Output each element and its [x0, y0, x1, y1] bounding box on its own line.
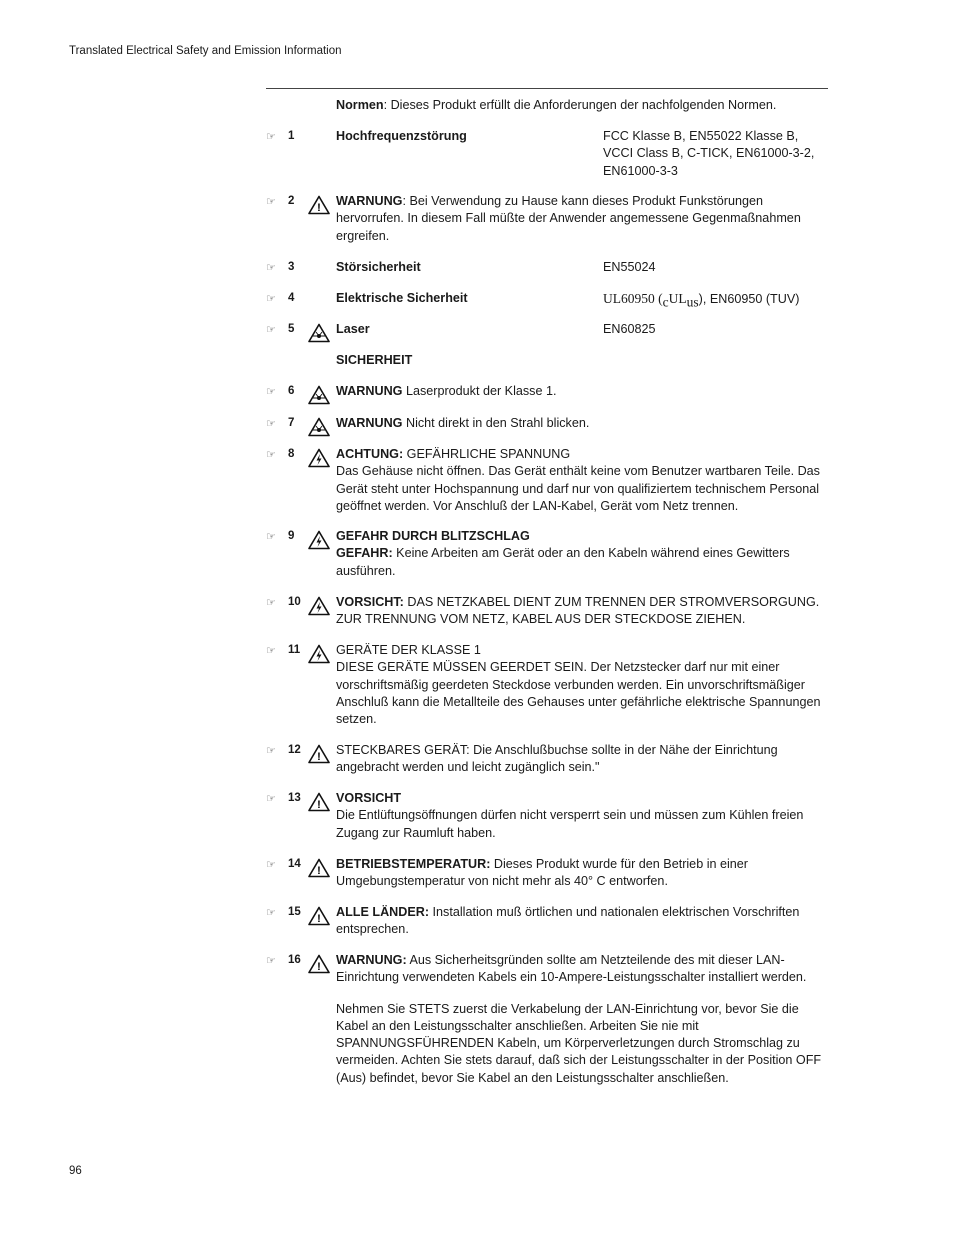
item-label: GEFAHR DURCH BLITZSCHLAG [336, 529, 530, 543]
item-label: ACHTUNG: [336, 447, 404, 461]
item-body: Keine Arbeiten am Gerät oder an den Kabeln während eines Gewitters ausführen. [336, 546, 790, 578]
warning-icon [308, 792, 330, 812]
pointing-hand-icon: ☞ [266, 907, 276, 919]
item-label: WARNUNG [336, 194, 403, 208]
warning-icon [308, 858, 330, 878]
item-text: Dieses Produkt wurde für den Betrieb in einer Umgebungstemperatur von nicht mehr als 40° C entworfen. [336, 857, 748, 889]
running-header: Translated Electrical Safety and Emission Information [69, 45, 342, 57]
item-text: : Bei Verwendung zu Hause kann dieses Produkt Funkstörungen hervorrufen. In diesem Fall müßte der Anwender angemessene Gegenmaßnahmen ergreifen. [336, 194, 801, 243]
item-label: Störsicherheit [336, 260, 421, 274]
item-number: 5 [288, 323, 295, 335]
pointing-hand-icon: ☞ [266, 597, 276, 609]
item-body: Das Gehäuse nicht öffnen. Das Gerät enthält keine vom Benutzer wartbaren Teile. Das Gerät steht unter Hochspannung und darf nur von qualifiziertem technischem Personal geöffnet werden. Vor Anschluß der LAN-Kabel, Gerät vom Netz trennen. [336, 464, 820, 513]
svg-text:!: ! [317, 913, 321, 925]
pointing-hand-icon: ☞ [266, 386, 276, 398]
svg-text:!: ! [317, 865, 321, 877]
item-number: 2 [288, 195, 295, 207]
item-body: DIESE GERÄTE MÜSSEN GEERDET SEIN. Der Netzstecker darf nur mit einer vorschriftsmäßig geerdeten Steckdose verbunden werden. Ein unvorschriftsmäßiger Anschluß kann die Metallteile des Gehauses unter gefährliche elektrische Spannungen setzen. [336, 660, 821, 727]
item-number: 1 [288, 130, 295, 142]
high-voltage-icon [308, 530, 330, 550]
page-number: 96 [69, 1165, 82, 1177]
warning-icon [308, 906, 330, 926]
item-label: ALLE LÄNDER: [336, 905, 430, 919]
item-text: Aus Sicherheitsgründen sollte am Netzteilende des mit dieser LAN-Einrichtung verwendeten Kabels ein 10-Ampere-Leistungsschalter installiert werden. [336, 953, 807, 985]
item-label: WARNUNG [336, 384, 403, 398]
item-label: WARNUNG [336, 416, 403, 430]
item-number: 9 [288, 530, 295, 542]
pointing-hand-icon: ☞ [266, 324, 276, 336]
item-text: Laserprodukt der Klasse 1. [402, 384, 557, 398]
item-text: GEFÄHRLICHE SPANNUNG [403, 447, 571, 461]
laser-warning-icon [308, 385, 330, 405]
pointing-hand-icon: ☞ [266, 196, 276, 208]
high-voltage-icon [308, 448, 330, 468]
item-value: EN60825 [603, 322, 656, 336]
item-number: 3 [288, 261, 295, 273]
item-number: 14 [288, 858, 301, 870]
item-label: VORSICHT: [336, 595, 404, 609]
pointing-hand-icon: ☞ [266, 531, 276, 543]
item-text: GERÄTE DER KLASSE 1 [336, 643, 481, 657]
item-number: 8 [288, 448, 295, 460]
laser-warning-icon [308, 417, 330, 437]
item-label: Elektrische Sicherheit [336, 291, 468, 305]
item-label: Hochfrequenzstörung [336, 129, 467, 143]
pointing-hand-icon: ☞ [266, 745, 276, 757]
high-voltage-icon [308, 644, 330, 664]
item-number: 15 [288, 906, 301, 918]
pointing-hand-icon: ☞ [266, 793, 276, 805]
item-number: 4 [288, 292, 295, 304]
item-label: Laser [336, 322, 370, 336]
pointing-hand-icon: ☞ [266, 645, 276, 657]
svg-text:!: ! [317, 799, 321, 811]
section-heading: SICHERHEIT [336, 353, 413, 367]
intro-paragraph [336, 97, 826, 114]
item-number: 16 [288, 954, 301, 966]
item-number: 11 [288, 644, 301, 656]
item-value: EN55024 [603, 260, 656, 274]
item-body: Die Entlüftungsöffnungen dürfen nicht versperrt sein und müssen zum Kühlen freien Zugang zur Raumluft haben. [336, 808, 804, 840]
warning-icon [308, 744, 330, 764]
pointing-hand-icon: ☞ [266, 955, 276, 967]
item-number: 13 [288, 792, 301, 804]
intro-text: : Dieses Produkt erfüllt die Anforderungen der nachfolgenden Normen. [383, 98, 777, 112]
item-label: VORSICHT [336, 791, 402, 805]
item-text: DAS NETZKABEL DIENT ZUM TRENNEN DER STROMVERSORGUNG. ZUR TRENNUNG VOM NETZ, KABEL AUS DER STECKDOSE ZIEHEN. [336, 595, 820, 627]
item-number: 6 [288, 385, 295, 397]
high-voltage-icon [308, 596, 330, 616]
pointing-hand-icon: ☞ [266, 418, 276, 430]
svg-text:!: ! [317, 751, 321, 763]
item-value: UL60950 $(_cUL_{us})$, EN60950 (TUV) [603, 291, 800, 310]
item-number: 12 [288, 744, 301, 756]
item-label: WARNUNG: [336, 953, 407, 967]
pointing-hand-icon: ☞ [266, 859, 276, 871]
item-text: Installation muß örtlichen und nationalen elektrischen Vorschriften entsprechen. [336, 905, 800, 937]
item-text: STECKBARES GERÄT: Die Anschlußbuchse sollte in der Nähe der Einrichtung angebracht werden und leicht zugänglich sein." [336, 743, 778, 775]
svg-text:!: ! [317, 961, 321, 973]
item-number: 7 [288, 417, 295, 429]
item-number: 10 [288, 596, 301, 608]
item-body: Nehmen Sie STETS zuerst die Verkabelung der LAN-Einrichtung vor, bevor Sie die Kabel an den Leistungsschalter anschließen. Arbeiten Sie nie mit SPANNUNGSFÜHRENDEN Kabeln, um Körperverletzungen durch Stromschlag zu vermeiden. Achten Sie stets darauf, daß sich der Leistungsschalter in der Position OFF (Aus) befindet, bevor Sie Kabel an den Leistungsschalter anschließen. [336, 1001, 822, 1085]
pointing-hand-icon: ☞ [266, 293, 276, 305]
item-label-2: GEFAHR: [336, 546, 393, 561]
pointing-hand-icon: ☞ [266, 449, 276, 461]
svg-text:!: ! [317, 202, 321, 214]
warning-icon [308, 195, 330, 215]
header-rule [266, 88, 828, 89]
intro-bold: Normen [336, 98, 384, 112]
warning-icon [308, 954, 330, 974]
laser-warning-icon [308, 323, 330, 343]
pointing-hand-icon: ☞ [266, 131, 276, 143]
item-text: Nicht direkt in den Strahl blicken. [402, 416, 590, 430]
item-value: FCC Klasse B, EN55022 Klasse B, VCCI Class B, C-TICK, EN61000-3-2, EN61000-3-3 [603, 129, 815, 178]
pointing-hand-icon: ☞ [266, 262, 276, 274]
item-label: BETRIEBSTEMPERATUR: [336, 857, 491, 871]
